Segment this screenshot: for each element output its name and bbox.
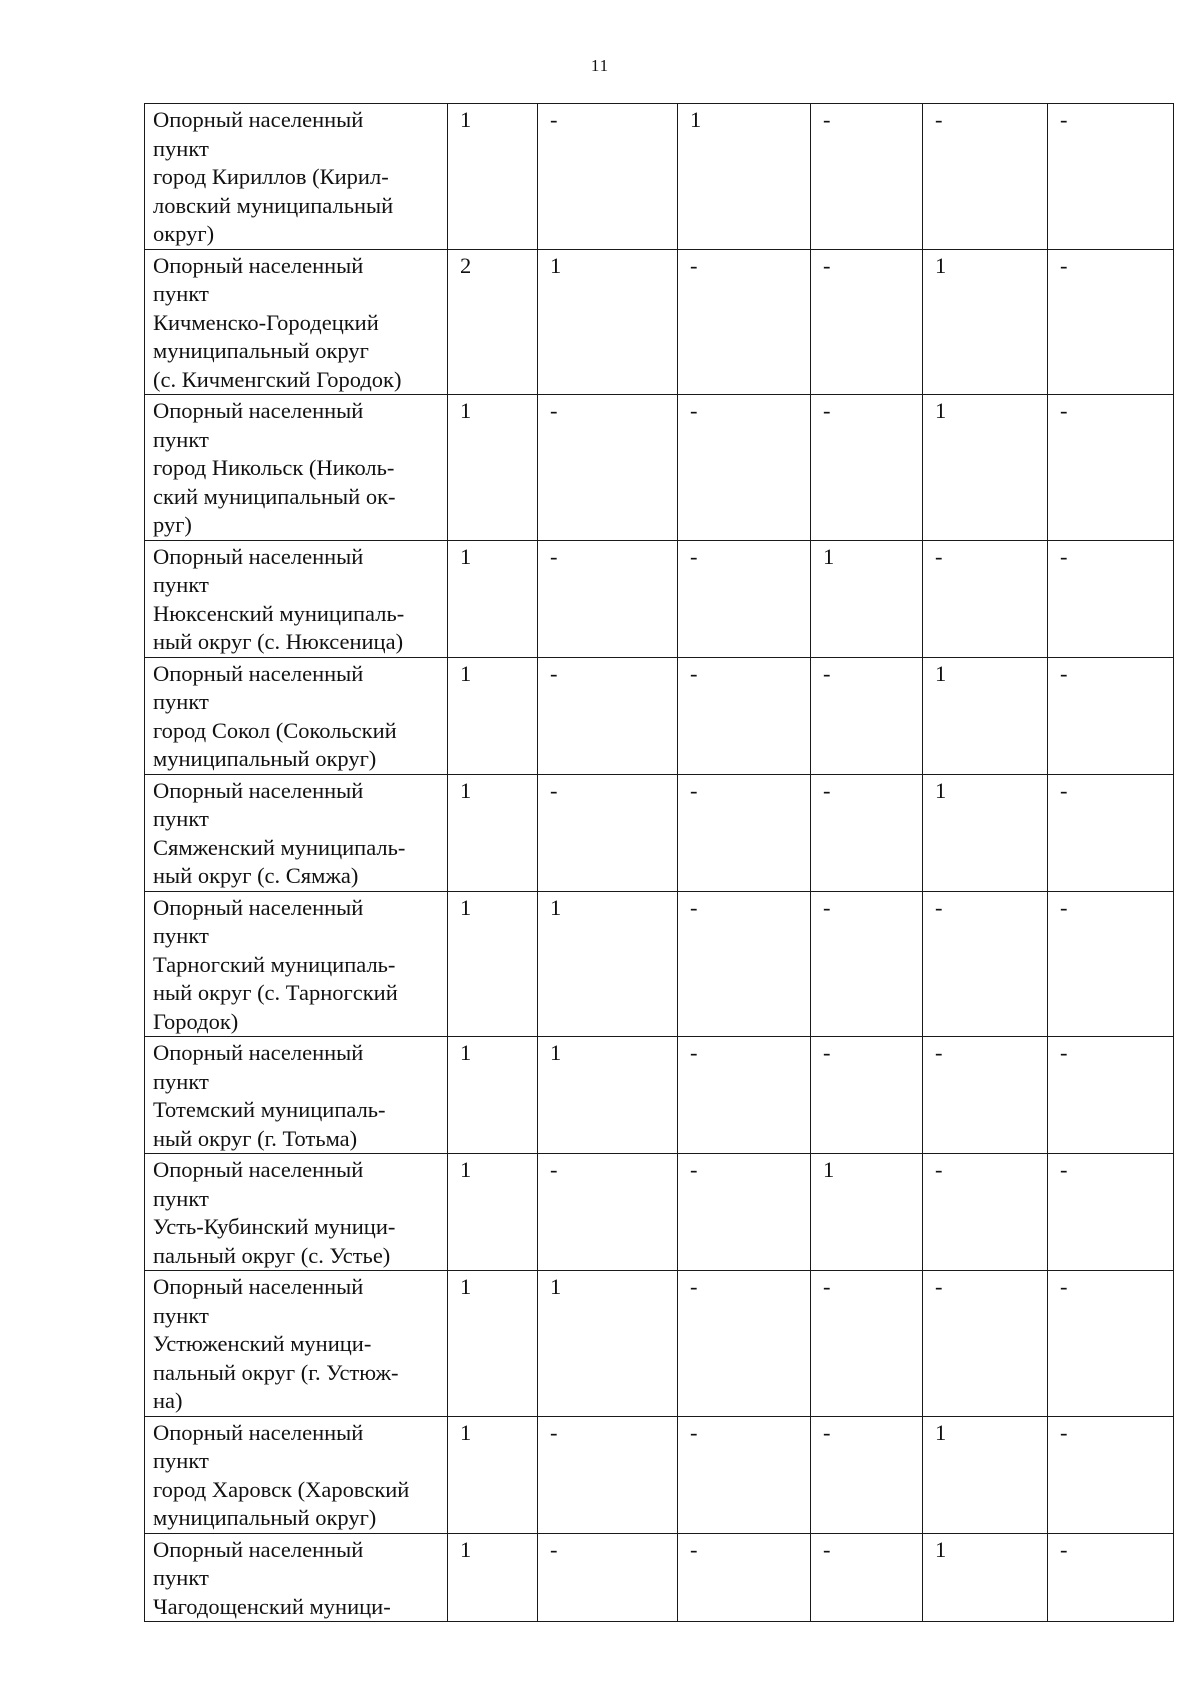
value-cell: -: [1048, 395, 1174, 541]
value-cell: -: [811, 774, 923, 891]
value-cell: -: [538, 1416, 678, 1533]
value-cell: -: [811, 1416, 923, 1533]
value-cell: -: [1048, 1533, 1174, 1622]
value-cell: -: [923, 1271, 1048, 1417]
settlements-table: [144, 103, 1174, 1622]
settlement-name: Опорный населенный пункт Сямженский муниципаль- ный округ (с. Сямжа): [145, 774, 448, 891]
value-cell: -: [1048, 1037, 1174, 1154]
value-cell: 1: [678, 104, 811, 250]
table-row: [145, 540, 1174, 657]
value-cell: 1: [923, 1416, 1048, 1533]
value-cell: 1: [811, 540, 923, 657]
value-cell: -: [538, 774, 678, 891]
value-cell: 1: [923, 395, 1048, 541]
value-cell: -: [538, 1154, 678, 1271]
settlement-name: Опорный населенный пункт город Харовск (Харовский муниципальный округ): [145, 1416, 448, 1533]
value-cell: 1: [538, 1271, 678, 1417]
value-cell: -: [1048, 104, 1174, 250]
value-cell: 1: [448, 1154, 538, 1271]
table-row: [145, 891, 1174, 1037]
value-cell: -: [678, 395, 811, 541]
settlement-name: Опорный населенный пункт Чагодощенский муници-: [145, 1533, 448, 1622]
value-cell: -: [923, 1154, 1048, 1271]
value-cell: -: [1048, 774, 1174, 891]
value-cell: 1: [923, 1533, 1048, 1622]
value-cell: -: [811, 657, 923, 774]
value-cell: 1: [923, 657, 1048, 774]
value-cell: 1: [448, 395, 538, 541]
value-cell: -: [923, 104, 1048, 250]
table-row: [145, 395, 1174, 541]
value-cell: 1: [923, 774, 1048, 891]
settlement-name: Опорный населенный пункт Тарногский муниципаль- ный округ (с. Тарногский Городок): [145, 891, 448, 1037]
value-cell: -: [678, 1037, 811, 1154]
settlement-name: Опорный населенный пункт Тотемский муниципаль- ный округ (г. Тотьма): [145, 1037, 448, 1154]
table-row: [145, 1037, 1174, 1154]
value-cell: -: [678, 891, 811, 1037]
value-cell: -: [678, 540, 811, 657]
value-cell: -: [1048, 540, 1174, 657]
value-cell: -: [811, 395, 923, 541]
value-cell: 1: [448, 657, 538, 774]
value-cell: -: [811, 1533, 923, 1622]
value-cell: 1: [538, 1037, 678, 1154]
value-cell: -: [538, 540, 678, 657]
value-cell: 1: [448, 1416, 538, 1533]
value-cell: 1: [448, 1271, 538, 1417]
value-cell: 1: [448, 891, 538, 1037]
table-row: [145, 657, 1174, 774]
settlement-name: Опорный населенный пункт Кичменско-Городецкий муниципальный округ (с. Кичменгский Городок): [145, 249, 448, 395]
value-cell: 1: [538, 249, 678, 395]
value-cell: 1: [923, 249, 1048, 395]
value-cell: 1: [448, 1037, 538, 1154]
value-cell: -: [811, 891, 923, 1037]
value-cell: -: [811, 1271, 923, 1417]
settlement-name: Опорный населенный пункт Устюженский муници- пальный округ (г. Устюж- на): [145, 1271, 448, 1417]
page-number: 11: [590, 56, 610, 75]
table-row: [145, 1533, 1174, 1622]
value-cell: -: [1048, 1154, 1174, 1271]
value-cell: -: [811, 104, 923, 250]
value-cell: -: [811, 249, 923, 395]
table-body: [145, 104, 1174, 1622]
value-cell: -: [1048, 1416, 1174, 1533]
value-cell: -: [678, 774, 811, 891]
value-cell: 2: [448, 249, 538, 395]
settlement-name: Опорный населенный пункт Усть-Кубинский муници- пальный округ (с. Устье): [145, 1154, 448, 1271]
settlement-name: Опорный населенный пункт город Кириллов (Кирил- ловский муниципальный округ): [145, 104, 448, 250]
value-cell: -: [678, 657, 811, 774]
value-cell: -: [923, 1037, 1048, 1154]
value-cell: -: [1048, 249, 1174, 395]
table-row: [145, 774, 1174, 891]
value-cell: 1: [538, 891, 678, 1037]
value-cell: -: [678, 1271, 811, 1417]
settlement-name: Опорный населенный пункт город Сокол (Сокольский муниципальный округ): [145, 657, 448, 774]
value-cell: -: [811, 1037, 923, 1154]
table-row: [145, 1154, 1174, 1271]
value-cell: 1: [448, 774, 538, 891]
value-cell: -: [678, 1416, 811, 1533]
value-cell: -: [678, 1533, 811, 1622]
table-row: [145, 249, 1174, 395]
settlement-name: Опорный населенный пункт Нюксенский муниципаль- ный округ (с. Нюксеница): [145, 540, 448, 657]
table-row: [145, 1416, 1174, 1533]
value-cell: -: [538, 1533, 678, 1622]
value-cell: -: [923, 891, 1048, 1037]
value-cell: -: [1048, 657, 1174, 774]
value-cell: -: [1048, 1271, 1174, 1417]
settlement-name: Опорный населенный пункт город Никольск (Николь- ский муниципальный ок- руг): [145, 395, 448, 541]
value-cell: 1: [448, 104, 538, 250]
value-cell: -: [678, 249, 811, 395]
table-row: [145, 1271, 1174, 1417]
value-cell: -: [538, 395, 678, 541]
value-cell: -: [678, 1154, 811, 1271]
value-cell: 1: [448, 540, 538, 657]
table-row: [145, 104, 1174, 250]
value-cell: -: [538, 657, 678, 774]
value-cell: 1: [811, 1154, 923, 1271]
value-cell: -: [538, 104, 678, 250]
value-cell: 1: [448, 1533, 538, 1622]
value-cell: -: [923, 540, 1048, 657]
value-cell: -: [1048, 891, 1174, 1037]
